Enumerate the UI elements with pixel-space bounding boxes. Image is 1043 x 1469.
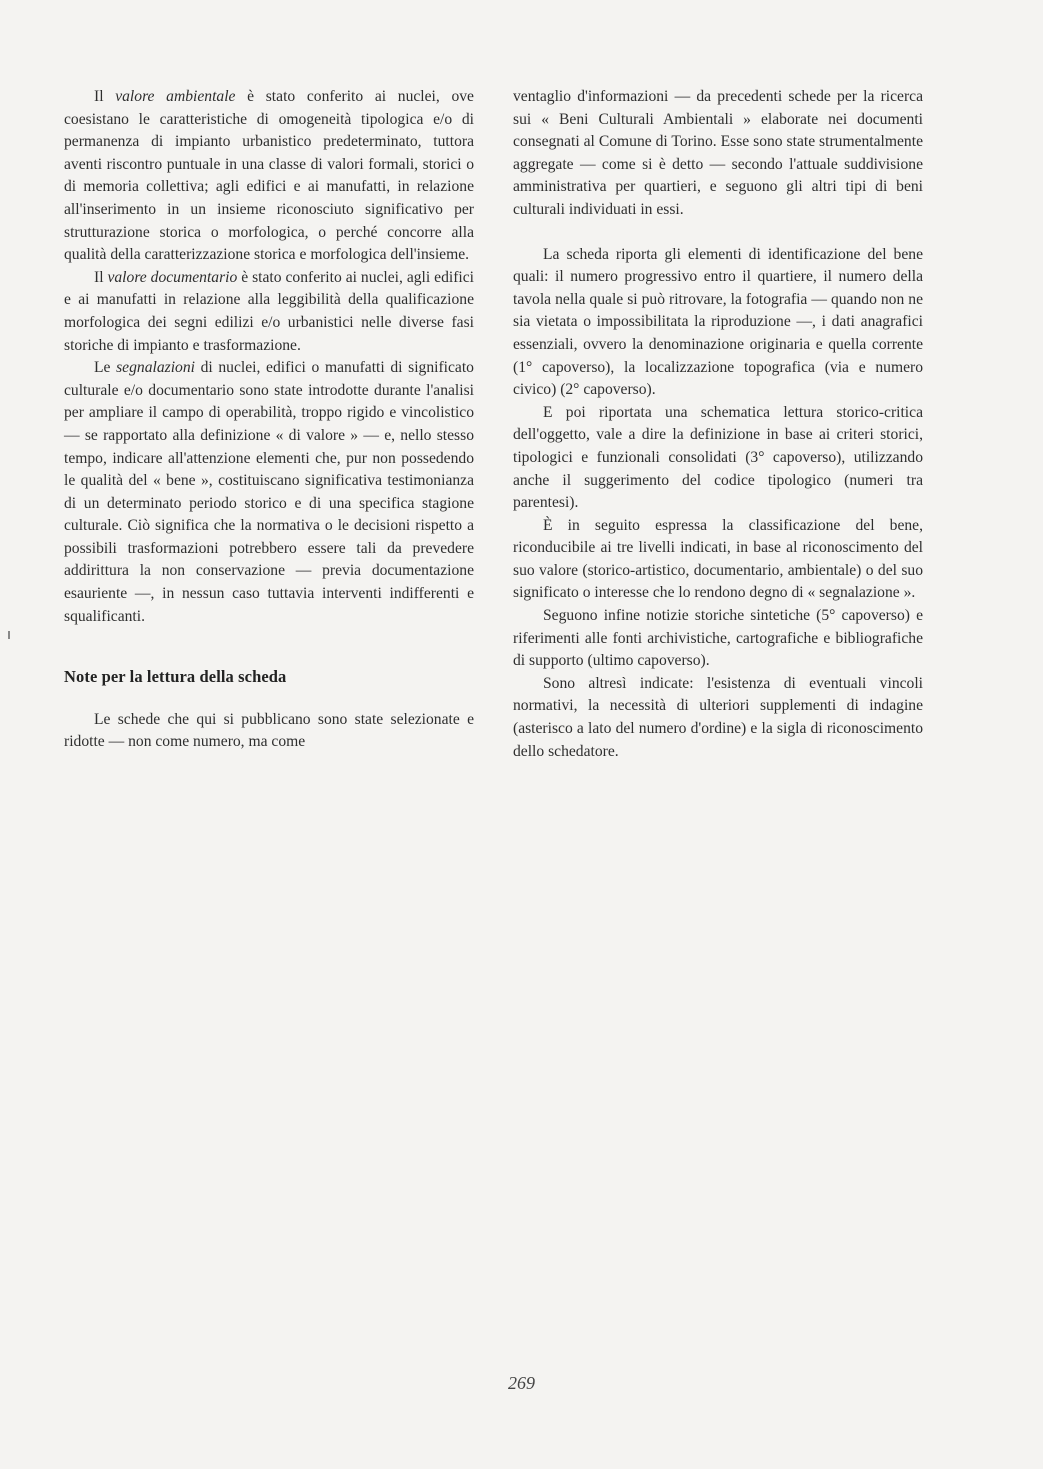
- right-column: [513, 86, 923, 763]
- paragraph-continuation: ventaglio d'informazioni — da precedenti schede per la ricerca sui « Beni Culturali Ambientali » elaborate nei documenti consegnati al Comune di Torino. Esse sono state strumentalmente aggregate — come si è detto — secondo l'attuale suddivisione amministrativa per quartieri, e seguono gli altri tipi di beni culturali individuati in essi.: [513, 88, 923, 218]
- paragraph-identificazione: La scheda riporta gli elementi di identificazione del bene quali: il numero progressivo entro il quartiere, il numero della tavola nella quale si può ritrovare, la fotografia — quando non ne sia vietata o impossibilitata la riproduzione —, i dati anagrafici essenziali, ovvero la denominazione originaria e quella corrente (1° capoverso), la localizzazione topografica (via e numero civico) (2° capoverso).: [513, 245, 923, 399]
- term-valore-ambientale: valore ambientale: [115, 88, 236, 105]
- paragraph-notizie-storiche: Seguono infine notizie storiche sintetiche (5° capoverso) e riferimenti alle fonti archivistiche, cartografiche e bibliografiche di supporto (ultimo capoverso).: [513, 607, 923, 670]
- paragraph-segnalazioni: Le segnalazioni di nuclei, edifici o manufatti di significato culturale e/o documentario sono state introdotte durante l'analisi per ampliare il campo di operabilità, troppo rigido e vincolistico — se rapportato alla definizione « di valore » — e, nello stesso tempo, indicare all'attenzione elementi che, pur non possedendo le qualità del « bene », costituiscano significativa testimonianza di un determinato periodo storico e di una specifica stagione culturale. Ciò significa che la normativa o le decisioni rispetto a possibili trasformazioni potrebbero essere tali da prevedere addirittura la non conservazione — previa documentazione esauriente —, in nessun caso tuttavia interventi indifferenti e squalificanti.: [64, 359, 474, 625]
- paragraph-valore-ambientale: Il valore ambientale è stato conferito ai nuclei, ove coesistano le caratteristiche di omogeneità tipologica e/o di permanenza di impianto urbanistico predeterminato, tuttora aventi riscontro puntuale in una classe di valori formali, storici o di memoria collettiva; agli edifici e ai manufatti, in relazione all'inserimento in un insieme riconosciuto significativo per strutturazione storica o morfologica, o perché concorre alla qualità della caratterizzazione storica e morfologica dell'insieme.: [64, 88, 474, 264]
- margin-mark: [8, 631, 10, 639]
- term-valore-documentario: valore documentario: [107, 268, 238, 286]
- paragraph-schede-intro: Le schede che qui si pubblicano sono state selezionate e ridotte — non come numero, ma come: [64, 710, 474, 751]
- paragraph-valore-documentario: Il valore documentario è stato conferito ai nuclei, agli edifici e ai manufatti in relazione alla leggibilità della qualificazione morfologica dei segni edilizi e/o urbanistici nelle diverse fasi storiche di impianto e trasformazione.: [64, 268, 474, 354]
- paragraph-classificazione: È in seguito espressa la classificazione del bene, riconducibile ai tre livelli indicati, in base al riconoscimento del suo valore (storico-artistico, documentario, ambientale) o del suo significato o interesse che lo rendono degno di « segnalazione ».: [513, 516, 923, 602]
- paragraph-lettura-storico-critica: E poi riportata una schematica lettura storico-critica dell'oggetto, vale a dire la definizione in base ai criteri storici, tipologici e funzionali consolidati (3° capoverso), utilizzando anche il suggerimento del codice tipologico (numeri tra parentesi).: [513, 403, 923, 512]
- section-heading: Note per la lettura della scheda: [64, 667, 287, 687]
- page-number: 269: [508, 1373, 535, 1393]
- term-segnalazioni: segnalazioni: [116, 359, 195, 377]
- left-column: [64, 86, 474, 754]
- paragraph-vincoli: Sono altresì indicate: l'esistenza di eventuali vincoli normativi, la necessità di ulteriori supplementi di indagine (asterisco a lato del numero d'ordine) e la sigla di riconoscimento dello schedatore.: [513, 674, 923, 760]
